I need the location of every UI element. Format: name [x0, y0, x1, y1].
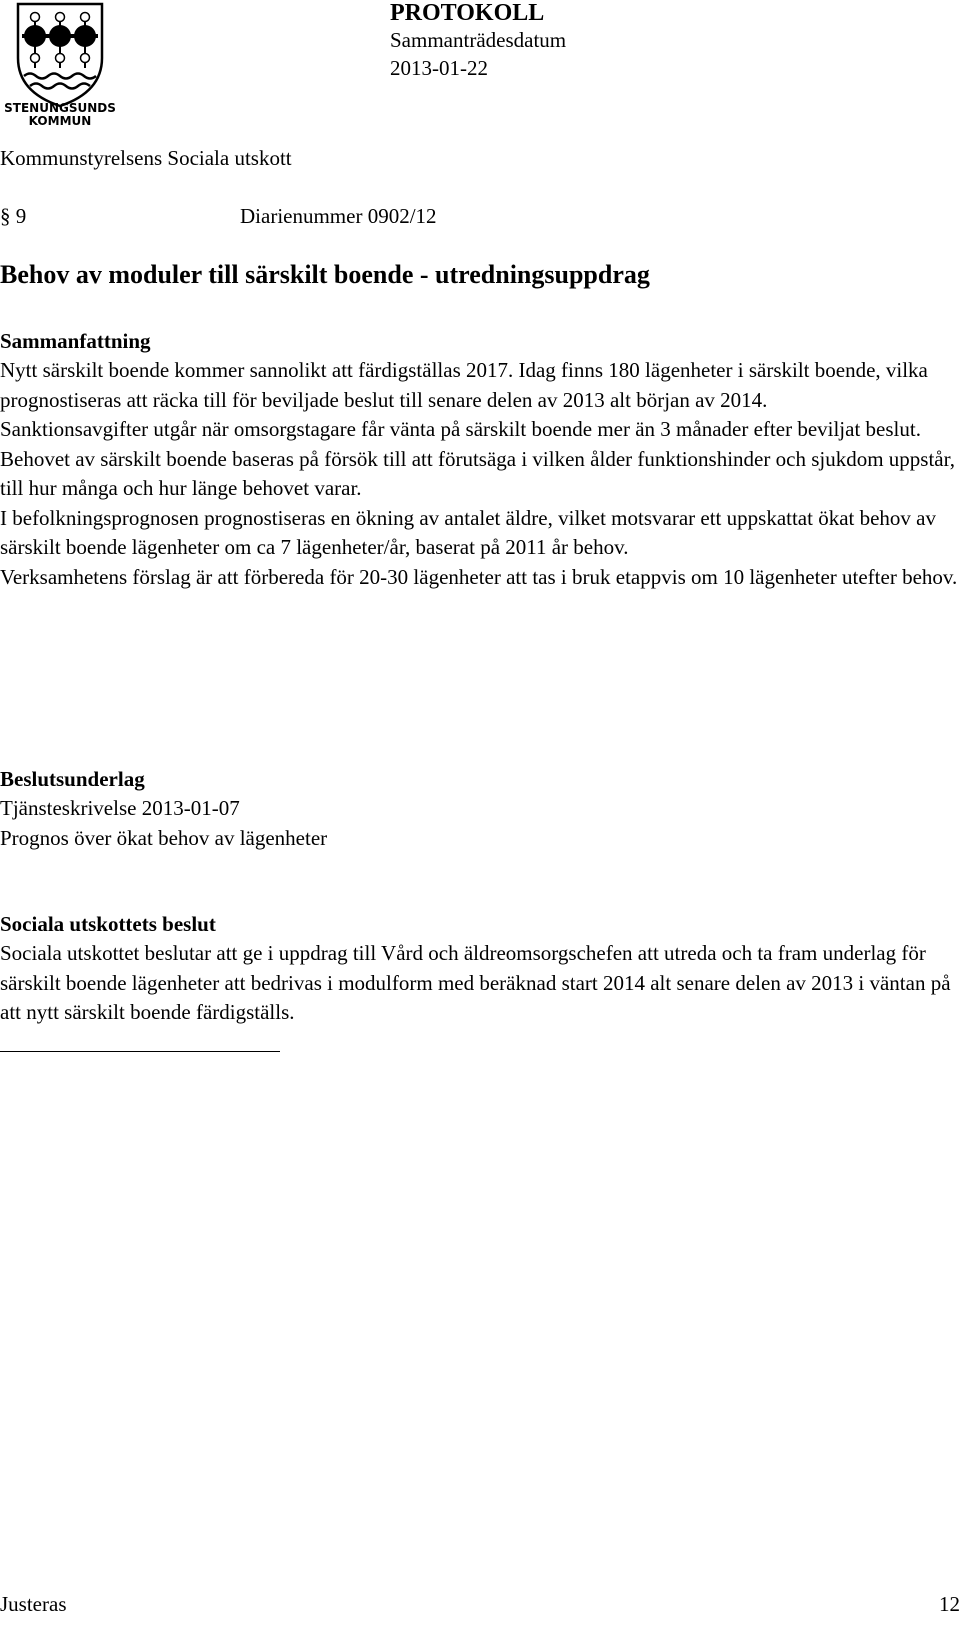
paragraph-number: § 9	[0, 204, 27, 228]
signature-divider	[0, 1051, 280, 1052]
decision-basis-item: Tjänsteskrivelse 2013-01-07	[0, 796, 240, 820]
summary-paragraph: I befolkningsprognosen prognostiseras en ökning av antalet äldre, vilket motsvarar ett uppskattat ökat behov av särskilt boende lägenheter om ca 7 lägenheter/år, baserat på 2011 år behov.	[0, 505, 937, 559]
decision-text: Sociala utskottet beslutar att ge i uppdrag till Vård och äldreomsorgschefen att utreda och ta fram underlag för särskilt boende lägenheter att bedrivas i modulform med beräknad start 2014 alt senare delen av 2013 i väntan på att nytt särskilt boende färdigställs.	[0, 941, 951, 1024]
decision-basis-section	[0, 765, 960, 853]
decision-heading: Sociala utskottets beslut	[0, 912, 216, 936]
meeting-date: 2013-01-22	[390, 56, 488, 80]
decision-basis-item: Prognos över ökat behov av lägenheter	[0, 825, 328, 850]
meeting-date-label: Sammanträdesdatum	[390, 28, 567, 52]
decision-basis-heading: Beslutsunderlag	[0, 767, 145, 791]
diary-number: Diarienummer 0902/12	[240, 204, 437, 228]
summary-paragraph: Sanktionsavgifter utgår när omsorgstagare får vänta på särskilt boende mer än 3 månader efter beviljat beslut.	[0, 417, 921, 441]
logo-text-line-2: KOMMUN	[28, 114, 92, 128]
decision-section	[0, 910, 960, 1028]
summary-paragraph: Nytt särskilt boende kommer sannolikt att färdigställas 2017. Idag finns 180 lägenheter i särskilt boende, vilka prognostiseras att räcka till för beviljade beslut till senare delen av 2013 alt början av 2014.	[0, 358, 928, 412]
logo-text-line-1: STENUNGSUNDS	[4, 101, 116, 115]
summary-heading: Sammanfattning	[0, 329, 151, 353]
summary-paragraph: Behovet av särskilt boende baseras på försök till att förutsäga i vilken ålder funktionshinder och sjukdom uppstår, till hur många och hur länge behovet varar.	[0, 446, 956, 500]
document-type: PROTOKOLL	[390, 0, 545, 26]
committee-name: Kommunstyrelsens Sociala utskott	[0, 146, 292, 170]
municipality-logo	[0, 0, 120, 130]
summary-paragraph: Verksamhetens förslag är att förbereda för 20-30 lägenheter att tas i bruk etappvis om 10 lägenheter utefter behov.	[0, 564, 958, 589]
page-title: Behov av moduler till särskilt boende - utredningsuppdrag	[0, 260, 650, 289]
summary-section	[0, 327, 960, 592]
coat-of-arms-icon	[0, 0, 120, 130]
footer-justeras: Justeras	[0, 1592, 67, 1616]
page-number: 12	[939, 1592, 960, 1616]
